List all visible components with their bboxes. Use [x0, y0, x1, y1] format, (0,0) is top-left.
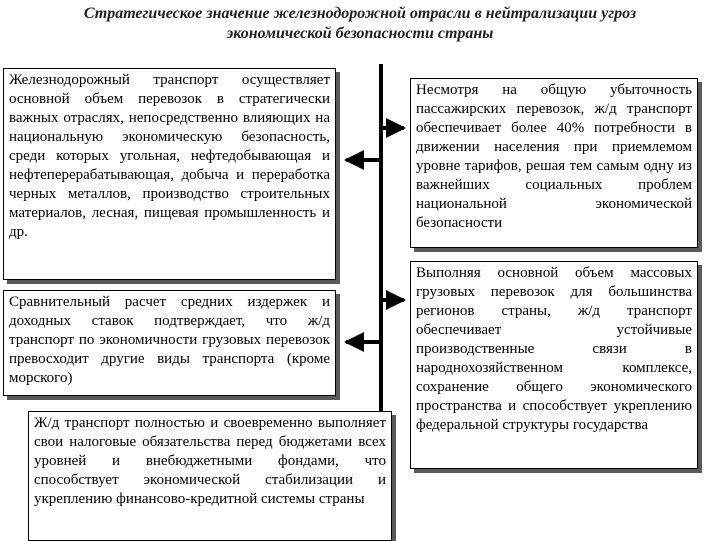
box-passenger-transport: Несмотря на общую убыточность пассажирских перевозок, ж/д транспорт обеспечивает более 40% потребности в движении населения при приемлемом уровне тарифов, решая тем самым одну из важнейших социальных проблем национальной экономической безопасности: [410, 78, 698, 248]
box-freight-strategic-sectors: Железнодорожный транспорт осуществляет основной объем перевозок в стратегически важных отраслях, непосредственно влияющих на национальную экономическую безопасность, среди которых угольная, нефтедобывающая и нефтеперерабатывающая, добыча и переработка черных металлов, производство строительных материалов, лесная, пищевая промышленность и др.: [3, 68, 336, 280]
box-cost-comparison: Сравнительный расчет средних издержек и доходных ставок подтверждает, что ж/д транспорт по экономичности грузовых перевозок превосходит другие виды транспорта (кроме морского): [3, 290, 336, 396]
title-line-1: Стратегическое значение железнодорожной отрасли в нейтрализации угроз: [83, 5, 637, 22]
title-line-2: экономической безопасности страны: [226, 25, 494, 42]
box-regional-connections: Выполняя основной объем массовых грузовых перевозок для большинства регионов страны, ж/д транспорт обеспечивает устойчивые производственные связи в народнохозяйственном комплексе, сохранение общего экономического пространства и способствует укреплению федеральной структуры государства: [410, 261, 698, 469]
box-tax-obligations: Ж/д транспорт полностью и своевременно выполняет свои налоговые обязательства перед бюджетами всех уровней и внебюджетными фондами, что способствует экономической стабилизации и укреплению финансово-кредитной системы страны: [28, 411, 392, 541]
